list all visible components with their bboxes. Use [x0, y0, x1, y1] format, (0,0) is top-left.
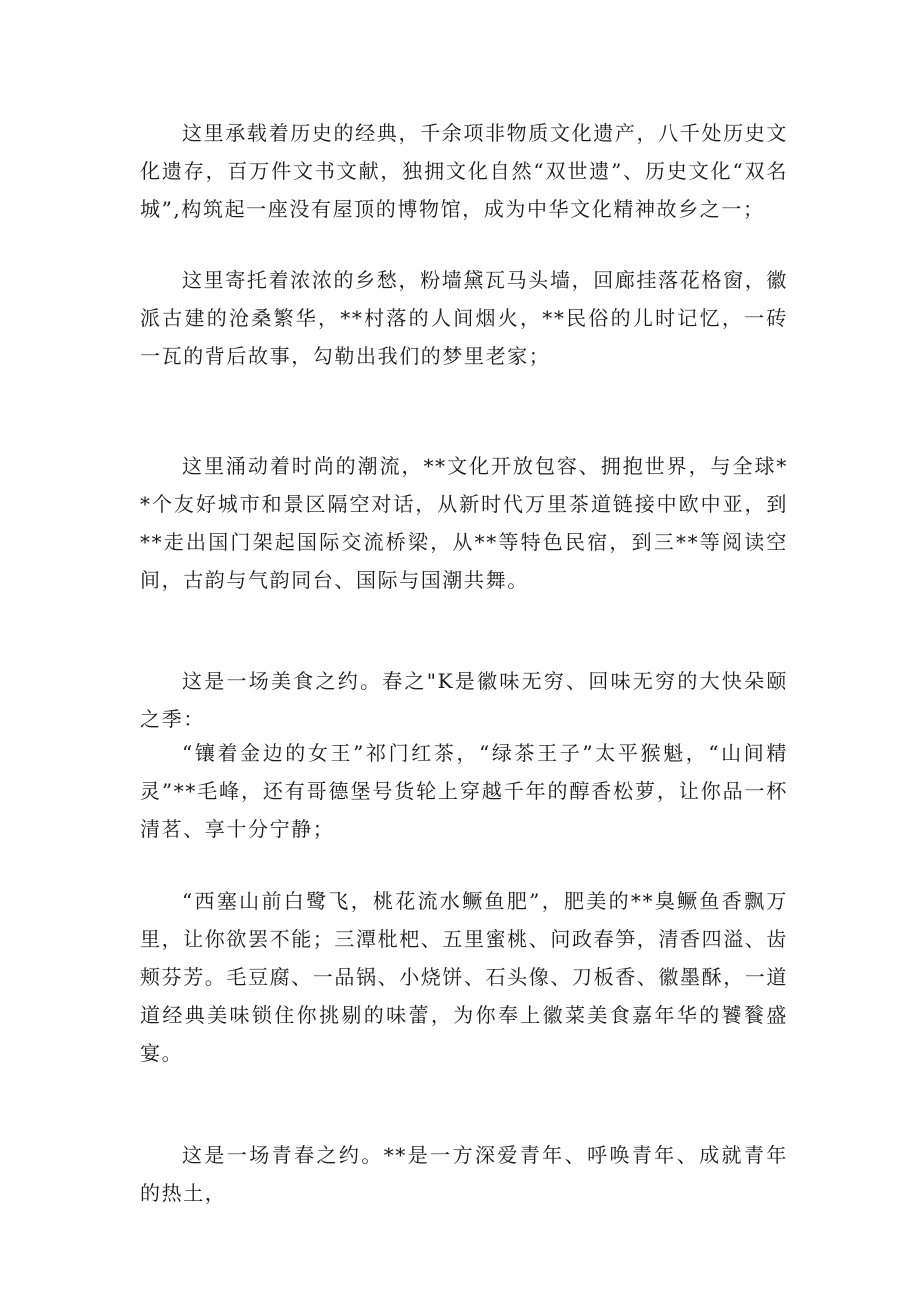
paragraph-food-intro: 这是一场美食之约。春之"K是徽味无穷、回味无穷的大快朵颐之季：	[140, 669, 788, 731]
paragraph-fashion: 这里涌动着时尚的潮流，**文化开放包容、拥抱世界，与全球**个友好城市和景区隔空对话，从新时代万里茶道链接中欧中亚，到**走出国门架起国际交流桥梁，从**等特色民宿，到三**等阅读空间，古韵与气韵同台、国际与国潮共舞。	[140, 454, 788, 592]
paragraph-nostalgia: 这里寄托着浓浓的乡愁，粉墙黛瓦马头墙，回廊挂落花格窗，徽派古建的沧桑繁华，**村落的人间烟火，**民俗的儿时记忆，一砖一瓦的背后故事，勾勒出我们的梦里老家；	[140, 268, 788, 368]
paragraph-youth: 这是一场青春之约。**是一方深爱青年、呼唤青年、成就青年的热土，	[140, 1143, 788, 1205]
paragraph-dishes: “西塞山前白鹭飞，桃花流水鳜鱼肥”，肥美的**臭鳜鱼香飘万里，让你欲罢不能；三潭枇杷、五里蜜桃、问政春笋，清香四溢、齿颊芬芳。毛豆腐、一品锅、小烧饼、石头像、刀板香、徽墨酥，一道道经典美味锁住你挑剔的味蕾，为你奉上徽菜美食嘉年华的饕餮盛宴。	[140, 889, 788, 1065]
paragraph-history: 这里承载着历史的经典，千余项非物质文化遗产，八千处历史文化遗存，百万件文书文献，独拥文化自然“双世遗”、历史文化“双名城”,构筑起一座没有屋顶的博物馆，成为中华文化精神故乡之一；	[140, 121, 788, 221]
paragraph-tea: “镶着金边的女王”祁门红茶，“绿茶王子”太平猴魁，“山间精灵”**毛峰，还有哥德堡号货轮上穿越千年的醇香松萝，让你品一杯清茗、享十分宁静；	[140, 741, 788, 841]
